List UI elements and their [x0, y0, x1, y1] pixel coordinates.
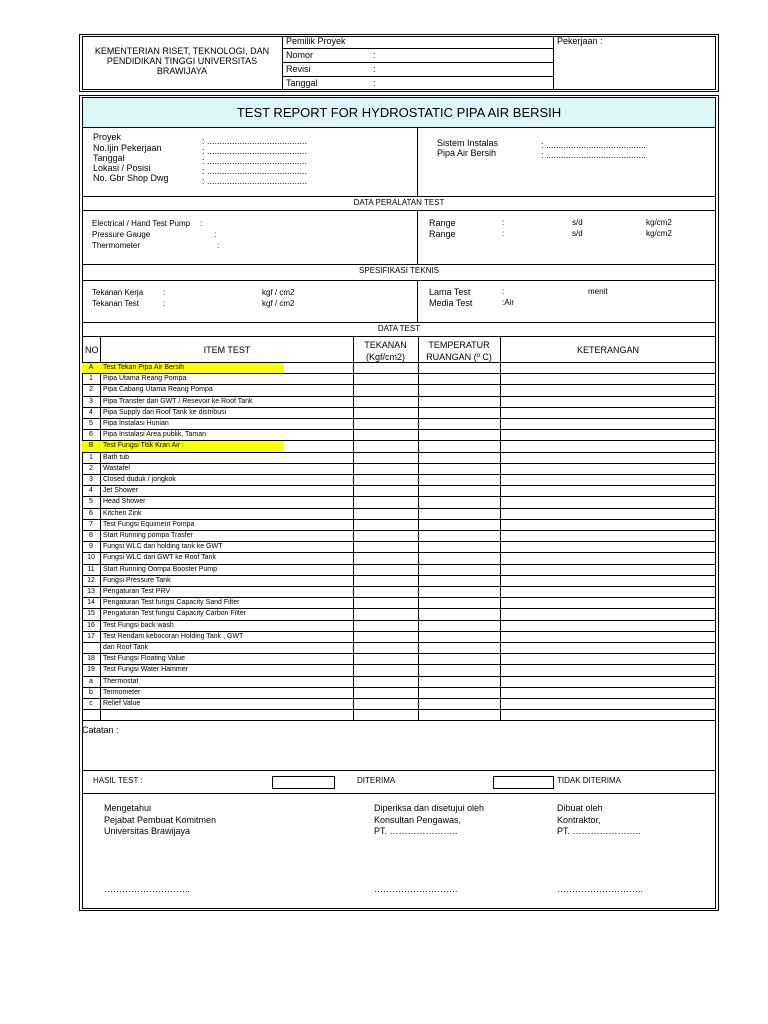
row-item: Pengaturan Test fungsi Capacity Sand Filter [103, 599, 240, 607]
table-row [82, 653, 716, 664]
row-item: Termometer [103, 688, 141, 696]
duration-unit: menit [588, 287, 608, 296]
col-pressure: TEKANAN (Kgf/cm2) [364, 340, 407, 362]
row-item: Fungsi WLC dari GWT ke Roof Tank [103, 554, 216, 562]
table-row [82, 418, 716, 429]
row-number: 5 [89, 420, 93, 427]
col-temperature: TEMPERATUR RUANGAN (º C) [426, 340, 492, 362]
table-row [82, 429, 716, 440]
gauge-sep: : [214, 230, 217, 239]
table-row [82, 384, 716, 395]
table-row [82, 564, 716, 575]
table-row [82, 541, 716, 552]
row-number: 2 [89, 464, 93, 472]
table-row [82, 631, 716, 642]
medium-value: :Air [502, 298, 514, 307]
row-number: b [89, 688, 93, 696]
signature-ppk-line: ……………………….. [104, 884, 191, 894]
signature-ppk: Mengetahui Pejabat Pembuat Komitmen Universitas Brawijaya [104, 803, 217, 836]
row-number: 4 [89, 487, 93, 495]
medium-label: Media Test [429, 298, 473, 308]
table-row [82, 530, 716, 541]
owner-label: Pemilik Proyek [286, 36, 346, 46]
date-sep: : [373, 78, 376, 88]
row-item: Thermostat [103, 677, 139, 685]
row-number: 7 [89, 520, 93, 528]
table-row [82, 586, 716, 597]
row-number: a [89, 677, 93, 685]
row-item: Pengaturan Test PRV [103, 588, 171, 595]
table-row [82, 496, 716, 507]
table-row [82, 362, 716, 373]
signature-contractor-line: ……………………….. [557, 884, 644, 894]
row-number: B [88, 442, 94, 450]
row-item: Pipa Instalasi Hunian [103, 420, 169, 427]
system-label: Sistem Instalas [437, 138, 499, 148]
range1-sep: : [502, 218, 505, 227]
range2-label: Range [429, 229, 456, 239]
table-row [82, 474, 716, 485]
table-row [82, 508, 716, 519]
number-sep: : [373, 50, 376, 60]
table-row [82, 642, 716, 653]
result-label: HASIL TEST : [93, 776, 143, 785]
row-number: A [88, 364, 94, 371]
drawing-label: No. Gbr Shop Dwg [93, 173, 169, 183]
row-number: 13 [87, 588, 95, 595]
row-item: Fungsi WLC dari holding tank ke GWT [103, 543, 223, 551]
info-date-value: : ........................................ [202, 156, 308, 166]
row-item: Test Fungsi back wash [103, 621, 174, 629]
location-label: Lokasi / Posisi [93, 163, 151, 173]
institution-name: KEMENTERIAN RISET, TEKNOLOGI, DAN PENDIDIKAN TINGGI UNIVERSITAS BRAWIJAYA [94, 46, 270, 76]
thermometer-sep: : [217, 241, 220, 250]
row-number: 5 [89, 498, 93, 506]
row-item: Bath tub [103, 453, 130, 461]
table-row [82, 608, 716, 619]
table-row [82, 664, 716, 675]
rejected-label: TIDAK DITERIMA [557, 776, 622, 785]
page-title: TEST REPORT FOR HYDROSTATIC PIPA AIR BERSIH [236, 105, 562, 120]
work-pressure-sep: : [163, 288, 166, 297]
row-item: Head Shower [103, 498, 146, 506]
notes-label: Catatan : [82, 725, 119, 735]
row-item: Pipa Instalasi Area publik, Taman [103, 431, 206, 439]
row-item: Fungsi Pressure Tank [103, 576, 171, 584]
equipment-heading: DATA PERALATAN TEST [353, 198, 445, 207]
table-row [82, 597, 716, 608]
row-item: Jet Shower [103, 487, 139, 495]
row-number: 6 [89, 431, 93, 439]
project-label: Proyek [93, 132, 122, 142]
table-row [82, 463, 716, 474]
table-row [82, 552, 716, 563]
work-pressure-label: Tekanan Kerja [92, 288, 144, 297]
row-number: 10 [87, 554, 95, 562]
table-row [82, 373, 716, 384]
gauge-label: Pressure Gauge [92, 230, 151, 239]
system-value: : ........................................ [541, 140, 647, 150]
work-label: Pekerjaan : [557, 36, 603, 46]
row-item: Start Running Oompa Booster Pump [103, 565, 218, 573]
table-row [82, 452, 716, 463]
row-number: 16 [87, 621, 95, 629]
row-item: Test Tekan Pipa Air Bersih [103, 364, 185, 371]
table-row [82, 687, 716, 698]
row-item: Kitchen Zink [103, 509, 142, 517]
row-item: Start Running pompa Trasfer [103, 532, 193, 539]
range2-unit: kg/cm2 [646, 229, 672, 238]
duration-label: Lama Test [429, 287, 471, 297]
range1-mid: s/d [572, 218, 583, 227]
signature-contractor: Dibuat oleh Kontraktor, PT. ………………….. [557, 803, 641, 836]
row-item: Test Fungsi Titik Kran Air : [103, 442, 184, 450]
test-pressure-unit: kgf / cm2 [262, 299, 295, 308]
row-item: Test Fungsi Floating Value [103, 655, 185, 663]
info-date-label: Tanggal [93, 153, 125, 163]
revision-label: Revisi [286, 64, 311, 74]
row-number: 12 [87, 576, 95, 584]
range1-label: Range [429, 218, 456, 228]
accepted-checkbox[interactable] [272, 776, 335, 789]
revision-sep: : [373, 64, 376, 74]
row-number: 4 [89, 408, 93, 416]
project-value: : ........................................ [202, 136, 308, 146]
table-row [82, 440, 716, 451]
permit-label: No.Ijin Pekerjaan [93, 143, 162, 153]
range1-unit: kg/cm2 [646, 218, 672, 227]
row-item: Test Fungsi Equiment Pompa [103, 520, 195, 528]
location-value: : ........................................ [202, 166, 308, 176]
pipe-value: : ........................................ [541, 150, 647, 160]
row-number: 18 [87, 655, 95, 663]
pipe-label: Pipa Air Bersih [437, 148, 497, 158]
pump-sep: : [200, 219, 203, 228]
table-row [82, 698, 716, 709]
data-test-heading: DATA TEST [377, 324, 421, 333]
table-row [82, 485, 716, 496]
table-row [82, 519, 716, 530]
row-item: Wastafel [103, 464, 130, 472]
row-number: 3 [89, 476, 93, 483]
col-item: ITEM TEST [203, 345, 251, 355]
table-row [82, 407, 716, 418]
test-pressure-label: Tekanan Test [92, 299, 139, 308]
range2-mid: s/d [572, 229, 583, 238]
test-pressure-sep: : [163, 299, 166, 308]
accepted-label: DITERIMA [357, 776, 396, 785]
signature-consultant: Diperiksa dan disetujui oleh Konsultan Pengawas, PT. ………………….. [374, 803, 485, 836]
table-row [82, 709, 716, 720]
row-number: c [89, 700, 93, 707]
row-item: Pipa Supply dari Roof Tank ke distribusi [103, 408, 227, 416]
table-row [82, 575, 716, 586]
row-item: Pipa Utama Reang Pompa [103, 375, 187, 383]
row-number: 11 [87, 565, 95, 573]
row-item: Relief Value [103, 700, 141, 707]
row-number: 14 [87, 599, 95, 607]
specs-heading: SPESIFIKASI TEKNIS [359, 266, 439, 275]
row-number: 15 [87, 610, 95, 618]
row-item: Test Fungsi Water Hammer [103, 666, 188, 674]
row-item: Pengaturan Test fungsi Capacity Carbon Filter [103, 610, 247, 618]
signature-consultant-line: ………………………. [374, 884, 458, 894]
duration-sep: : [502, 287, 505, 296]
row-item: Closed duduk / jongkok [103, 476, 176, 483]
range2-sep: : [502, 229, 505, 238]
row-number: 3 [89, 397, 93, 405]
table-row [82, 620, 716, 631]
col-no: NO [85, 345, 99, 355]
work-pressure-unit: kgf / cm2 [262, 288, 295, 297]
row-number: 1 [89, 453, 93, 461]
table-row [82, 396, 716, 407]
rejected-checkbox[interactable] [493, 776, 554, 789]
table-row [82, 676, 716, 687]
row-number: 8 [89, 532, 93, 539]
number-label: Nomor [286, 50, 314, 60]
thermometer-label: Thermometer [92, 241, 141, 250]
date-label: Tanggal [286, 78, 318, 88]
row-number: 19 [87, 666, 95, 674]
row-number: 2 [89, 386, 93, 394]
row-number: 6 [89, 509, 93, 517]
col-remarks: KETERANGAN [576, 345, 639, 355]
row-number: 1 [89, 375, 93, 383]
permit-value: : ........................................ [202, 146, 308, 156]
pump-label: Electrical / Hand Test Pump [92, 219, 191, 228]
row-item: dan Roof Tank [103, 644, 149, 651]
row-item: Pipa Transfer dari GWT / Resevoir ke Roof Tank [103, 397, 253, 405]
row-number: 9 [89, 543, 93, 551]
drawing-value: : ........................................ [202, 176, 308, 186]
row-item: Test Rendam kebocoran Holding Tank , GWT [103, 632, 244, 640]
row-item: Pipa Cabang Utama Reang Pompa [103, 386, 213, 394]
row-number: 17 [87, 632, 95, 640]
